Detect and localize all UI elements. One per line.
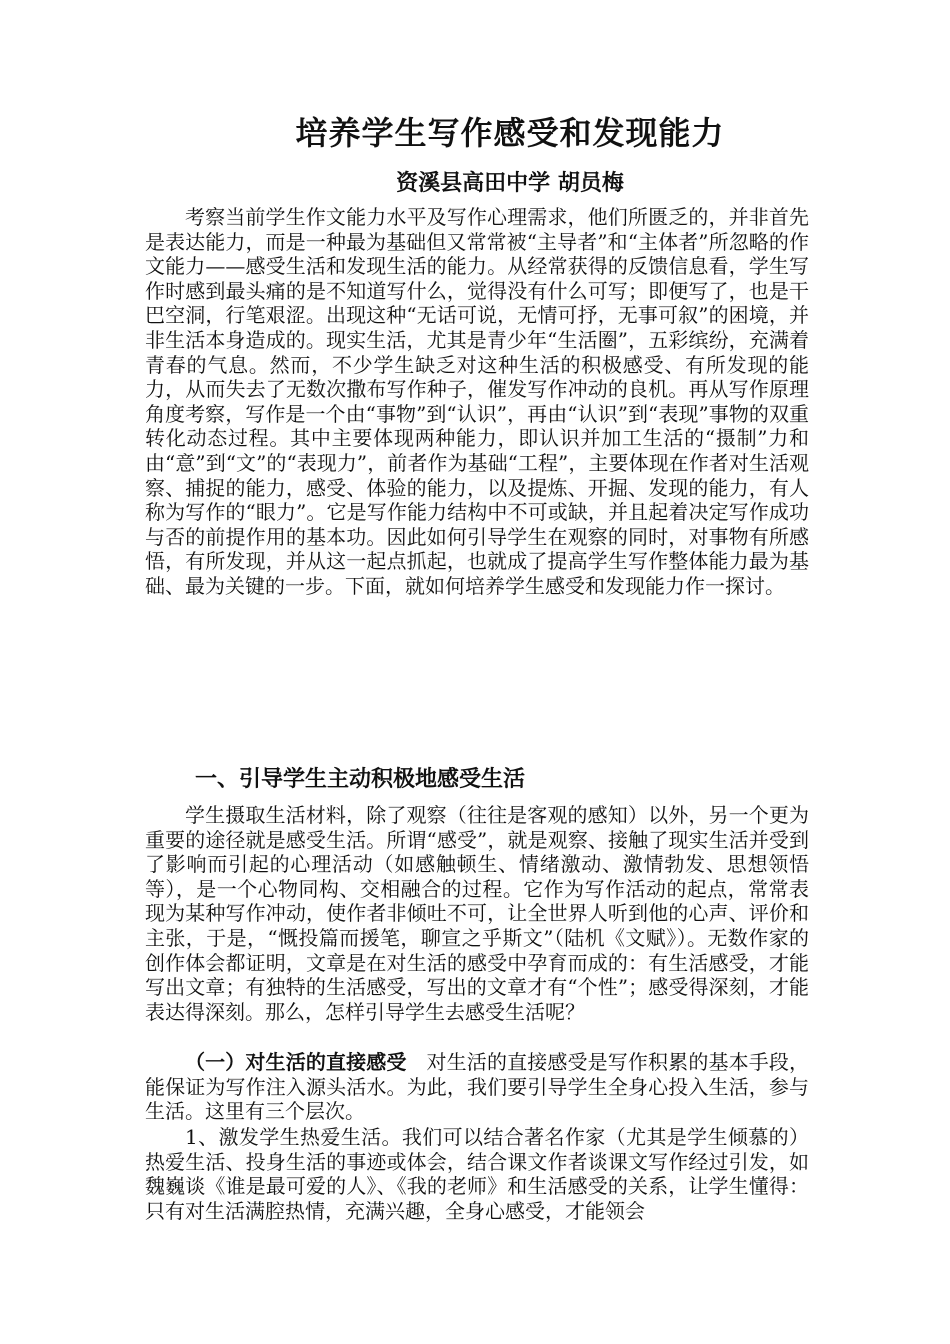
subsection-heading: （一）对生活的直接感受 [185,1050,407,1074]
subsection-text: 对生活的直接感受是写作积累的基本手段，能保证为写作注入源头活水。为此，我们要引导学生全身心投入生活，参与生活。这里有三个层次。 [145,1050,810,1124]
section-paragraph: 学生摄取生活材料，除了观察（往往是客观的感知）以外，另一个更为重要的途径就是感受生活。所谓“感受”，就是观察、接触了现实生活并受到了影响而引起的心理活动（如感触顿生、情绪激动、激情勃发、思想领悟等），是一个心物同构、交相融合的过程。它作为写作活动的起点，常常表现为某种写作冲动，使作者非倾吐不可，让全世界人听到他的心声、评价和主张，于是，“慨投篇而援笔，聊宣之乎斯文”（陆机《文赋》）。无数作家的创作体会都证明，文章是在对生活的感受中孕育而成的：有生活感受，才能写出文章；有独特的生活感受，写出的文章才有“个性”；感受得深刻，才能表达得深刻。那么，怎样引导学生去感受生活呢？ [145,803,809,1024]
intro-paragraph: 考察当前学生作文能力水平及写作心理需求，他们所匮乏的，并非首先是表达能力，而是一种最为基础但又常常被“主导者”和“主体者”所忽略的作文能力——感受生活和发现生活的能力。从经常获得的反馈信息看，学生写作时感到最头痛的是不知道写什么，觉得没有什么可写；即便写了，也是干巴空洞，行笔艰涩。出现这种“无话可说，无情可抒，无事可叙”的困境，并非生活本身造成的。现实生活，尤其是青少年“生活圈”，五彩缤纷，充满着青春的气息。然而，不少学生缺乏对这种生活的积极感受、有所发现的能力，从而失去了无数次撒布写作种子，催发写作冲动的良机。再从写作原理角度考察，写作是一个由“事物”到“认识”，再由“认识”到“表现”事物的双重转化动态过程。其中主要体现两种能力，即认识并加工生活的“摄制”力和由“意”到“文”的“表现力”，前者作为基础“工程”，主要体现在作者对生活观察、捕捉的能力，感受、体验的能力，以及提炼、开掘、发现的能力，有人称为写作的“眼力”。它是写作能力结构中不可或缺，并且起着决定写作成功与否的前提作用的基本功。因此如何引导学生在观察的同时，对事物有所感悟，有所发现，并从这一起点抓起，也就成了提高学生写作整体能力最为基础、最为关键的一步。下面，就如何培养学生感受和发现能力作一探讨。 [145,205,809,598]
document-title: 培养学生写作感受和发现能力 [295,114,725,152]
section-heading: 一、引导学生主动积极地感受生活 [195,766,526,792]
subsection-paragraph [145,1050,809,1124]
author-line: 资溪县高田中学 胡员梅 [396,170,624,196]
list-item-paragraph: 1、激发学生热爱生活。我们可以结合著名作家（尤其是学生倾慕的）热爱生活、投身生活的事迹或体会，结合课文作者谈课文写作经过引发，如魏巍谈《谁是最可爱的人》、《我的老师》和生活感受的关系，让学生懂得：只有对生活满腔热情，充满兴趣，全身心感受，才能领会 [145,1125,809,1223]
